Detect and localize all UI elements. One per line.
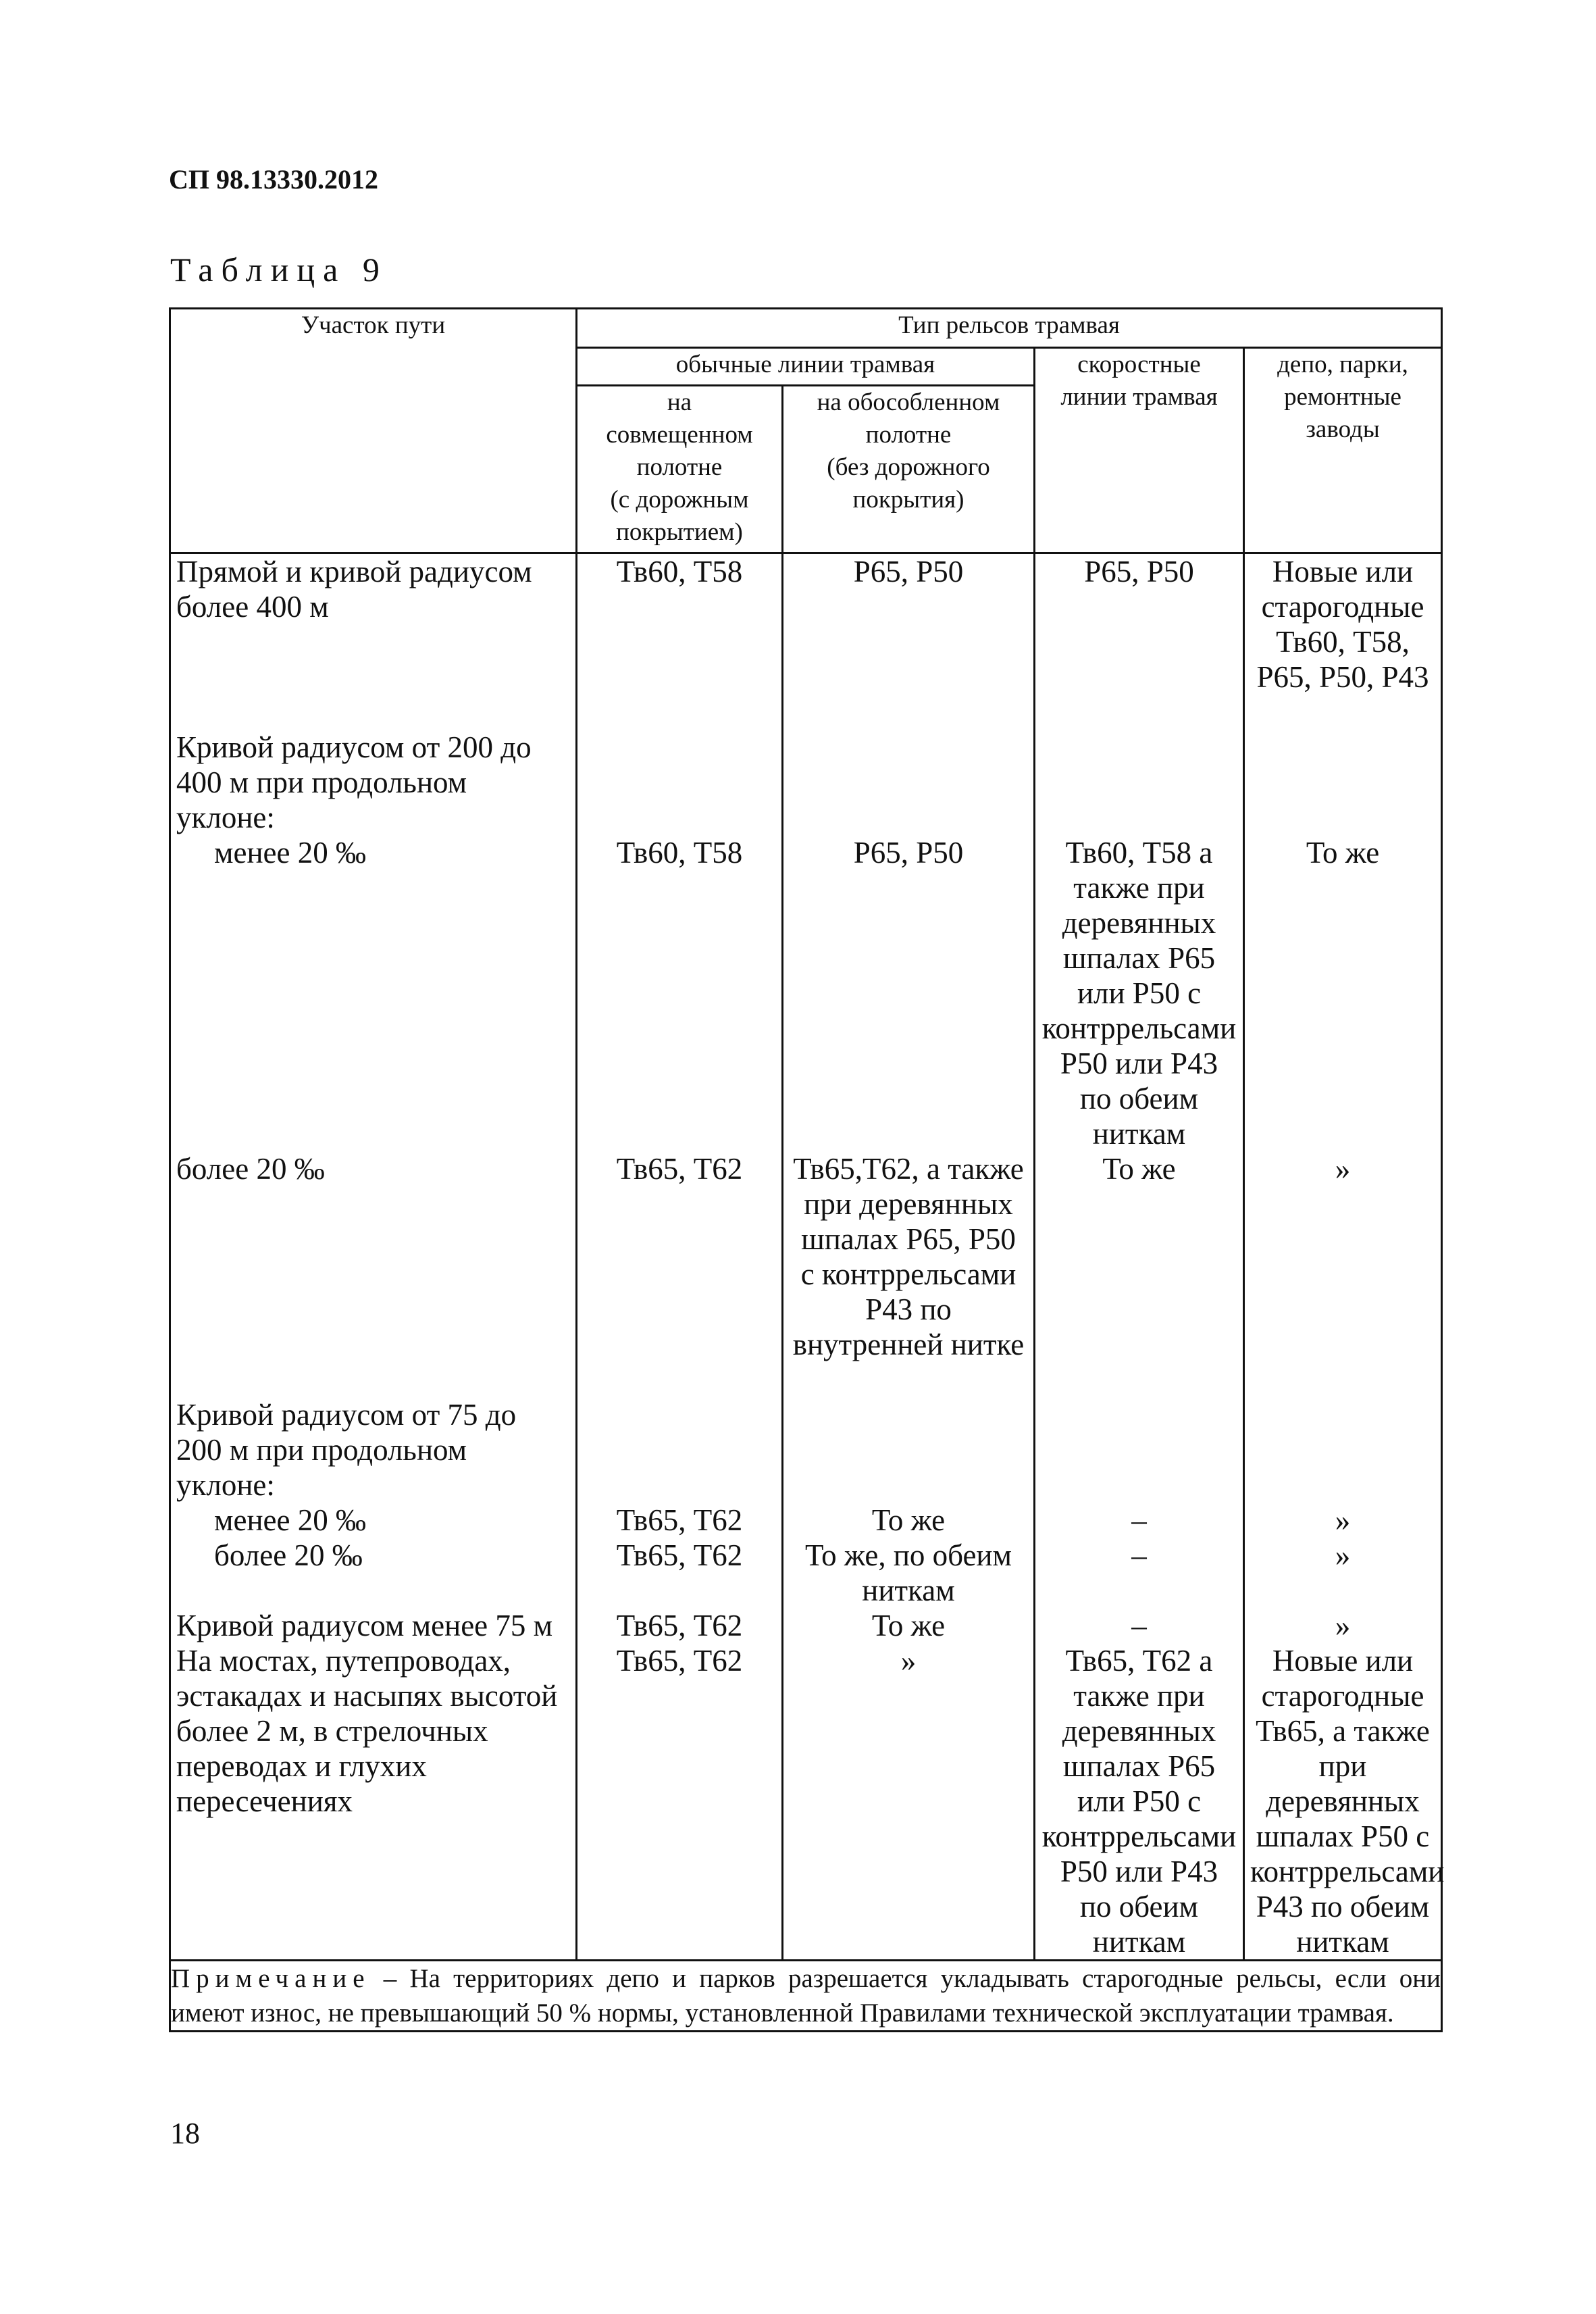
separated-line	[789, 870, 1028, 905]
express-line	[1041, 1186, 1237, 1222]
separated-line: То же	[871, 1503, 946, 1537]
separated-line	[789, 1784, 1028, 1819]
separated-line: То же	[871, 1609, 946, 1642]
express-column	[1035, 553, 1244, 1961]
depot-line: »	[1335, 1538, 1351, 1572]
section-block	[176, 1608, 570, 1643]
separated-line: То же, по обеим	[805, 1538, 1012, 1572]
depot-line	[1250, 1081, 1435, 1116]
depot-line	[1250, 1327, 1435, 1362]
section-block	[1041, 1608, 1237, 1643]
express-line	[1041, 1573, 1237, 1608]
combined-line	[583, 1222, 776, 1257]
section-line: более 20 ‰	[176, 1152, 325, 1186]
separated-line: внутренней нитке	[792, 1328, 1025, 1361]
depot-line	[1250, 870, 1435, 905]
express-line	[1041, 1397, 1237, 1432]
combined-line: Тв65, Т62	[616, 1538, 743, 1572]
express-line: Р65, Р50	[1084, 555, 1194, 588]
combined-line	[583, 1854, 776, 1889]
header-line: покрытия)	[852, 486, 964, 513]
separated-line: Тв65,Т62, а также	[793, 1152, 1024, 1186]
depot-line	[1250, 1573, 1435, 1608]
express-line	[1041, 1222, 1237, 1257]
header-ordinary-lines: обычные линии трамвая	[577, 348, 1035, 386]
express-line	[1041, 624, 1237, 659]
combined-line	[583, 1081, 776, 1116]
header-line: совмещенном	[606, 421, 753, 449]
express-line: или Р50 с	[1077, 976, 1202, 1010]
section-block	[789, 1608, 1028, 1643]
section-block	[583, 1643, 776, 1959]
header-line: (без дорожного	[827, 453, 990, 481]
express-line: ниткам	[1092, 1925, 1186, 1959]
section-block	[1041, 1151, 1237, 1397]
section-block	[1041, 1397, 1237, 1608]
combined-line	[583, 589, 776, 624]
separated-line: при деревянных	[804, 1187, 1013, 1221]
depot-line	[1250, 905, 1435, 940]
section-line	[176, 1819, 570, 1854]
section-block	[1250, 730, 1435, 1151]
combined-line: Тв65, Т62	[616, 1644, 743, 1678]
depot-line	[1250, 1467, 1435, 1503]
section-block	[583, 1608, 776, 1643]
depot-line	[1250, 1397, 1435, 1432]
depot-line: шпалах Р50 с	[1256, 1819, 1430, 1853]
separated-line: Р43 по	[865, 1292, 952, 1326]
header-rail-type: Тип рельсов трамвая	[577, 309, 1442, 348]
depot-column	[1244, 553, 1445, 1961]
header-section: Участок пути	[170, 309, 577, 553]
combined-line: Тв65, Т62	[616, 1609, 743, 1642]
express-line: –	[1131, 1503, 1147, 1537]
section-block	[1041, 730, 1237, 1151]
depot-line	[1250, 976, 1435, 1011]
section-block	[176, 1397, 570, 1608]
combined-line	[583, 1678, 776, 1713]
combined-column	[577, 553, 783, 1961]
section-block	[176, 730, 570, 1151]
section-block	[1250, 1151, 1435, 1397]
combined-line	[583, 905, 776, 940]
header-express-lines	[1035, 348, 1244, 553]
section-line: Кривой радиусом от 75 до	[176, 1398, 517, 1432]
combined-line	[583, 800, 776, 835]
combined-line	[583, 765, 776, 800]
depot-line: Тв65, а также	[1256, 1714, 1430, 1748]
section-line: более 20 ‰	[214, 1538, 363, 1572]
express-line: ниткам	[1092, 1117, 1186, 1151]
table-title: Таблица 9	[170, 251, 388, 288]
separated-line: Р65, Р50	[853, 836, 964, 870]
section-line: более 2 м, в стрелочных	[176, 1714, 488, 1748]
combined-line	[583, 870, 776, 905]
express-line: или Р50 с	[1077, 1784, 1202, 1818]
note-text: – На территориях депо и парков разрешается укладывать старогодные рельсы, если они имеют износ, не превышающий 50 % нормы, установленной Правилами технической эксплуатации трамвая.	[171, 1964, 1441, 2028]
header-line: полотне	[636, 453, 723, 481]
section-block	[1041, 1643, 1237, 1959]
combined-line	[583, 1362, 776, 1397]
table-note	[170, 1961, 1442, 2032]
combined-line	[583, 1713, 776, 1749]
depot-line: старогодные	[1261, 590, 1424, 624]
section-line: Кривой радиусом от 200 до	[176, 730, 532, 764]
header-line: на	[667, 388, 692, 416]
combined-line	[583, 1819, 776, 1854]
section-block	[176, 1643, 570, 1959]
section-block	[789, 730, 1028, 1151]
section-block	[1250, 554, 1435, 730]
express-line: также при	[1073, 1679, 1205, 1713]
separated-line: Р65, Р50	[853, 555, 964, 588]
header-line: (с дорожным	[610, 486, 749, 513]
separated-line	[789, 1362, 1028, 1397]
separated-line	[789, 1749, 1028, 1784]
separated-column	[783, 553, 1035, 1961]
section-block	[583, 730, 776, 1151]
depot-line	[1250, 940, 1435, 976]
combined-line	[583, 1046, 776, 1081]
depot-line: Р65, Р50, Р43	[1256, 660, 1429, 694]
separated-line	[789, 1116, 1028, 1151]
section-line	[176, 1889, 570, 1924]
depot-line	[1250, 1292, 1435, 1327]
section-line: менее 20 ‰	[214, 1503, 366, 1537]
header-line: заводы	[1306, 416, 1380, 443]
section-line: пересечениях	[176, 1784, 353, 1818]
depot-line: »	[1335, 1609, 1351, 1642]
express-line	[1041, 1292, 1237, 1327]
section-line	[176, 1011, 570, 1046]
depot-line	[1250, 765, 1435, 800]
combined-line	[583, 730, 776, 765]
section-block	[583, 1397, 776, 1608]
depot-line	[1250, 1046, 1435, 1081]
depot-line	[1250, 1222, 1435, 1257]
separated-line	[789, 905, 1028, 940]
combined-line	[583, 976, 776, 1011]
section-line: Прямой и кривой радиусом	[176, 555, 532, 588]
separated-line: ниткам	[862, 1574, 955, 1607]
header-line: ремонтные	[1284, 383, 1401, 411]
header-depot	[1244, 348, 1442, 553]
section-block	[789, 554, 1028, 730]
express-line: контррельсами	[1041, 1819, 1237, 1853]
section-line	[176, 1573, 570, 1608]
separated-line	[789, 1678, 1028, 1713]
section-line	[176, 1081, 570, 1116]
depot-line: Р43 по обеим	[1256, 1890, 1430, 1923]
depot-line: Новые или	[1272, 1644, 1414, 1678]
express-line: шпалах Р65	[1062, 941, 1216, 975]
depot-line	[1250, 1186, 1435, 1222]
section-line: более 400 м	[176, 590, 329, 624]
section-line	[176, 1116, 570, 1151]
express-line: по обеим	[1079, 1082, 1199, 1115]
section-block	[1250, 1608, 1435, 1643]
separated-line	[789, 730, 1028, 765]
depot-line	[1250, 1257, 1435, 1292]
header-separated-track	[783, 386, 1035, 553]
separated-line	[789, 695, 1028, 730]
header-combined-track	[577, 386, 783, 553]
depot-line	[1250, 695, 1435, 730]
express-line: по обеим	[1079, 1890, 1199, 1923]
header-line: на обособленном	[817, 388, 1000, 416]
combined-line	[583, 1749, 776, 1784]
combined-line	[583, 624, 776, 659]
section-line	[176, 940, 570, 976]
separated-line	[789, 1397, 1028, 1432]
section-block	[1250, 1397, 1435, 1608]
express-line: Р50 или Р43	[1060, 1855, 1218, 1888]
combined-line	[583, 1784, 776, 1819]
rail-type-table	[169, 307, 1443, 2032]
separated-line	[789, 1467, 1028, 1503]
header-line: депо, парки,	[1277, 351, 1408, 378]
separated-line	[789, 1011, 1028, 1046]
section-line: 200 м при продольном	[176, 1433, 467, 1467]
combined-line	[583, 1467, 776, 1503]
section-block	[176, 554, 570, 730]
section-block	[583, 1151, 776, 1397]
section-block	[789, 1397, 1028, 1608]
express-line: Р50 или Р43	[1060, 1047, 1218, 1080]
combined-line	[583, 1011, 776, 1046]
express-line: также при	[1073, 871, 1205, 905]
section-block	[176, 1151, 570, 1397]
separated-line	[789, 1854, 1028, 1889]
table-body-row	[170, 553, 1442, 1961]
depot-line: То же	[1306, 836, 1380, 870]
express-line	[1041, 1362, 1237, 1397]
separated-line: с контррельсами	[800, 1257, 1016, 1291]
separated-line: »	[900, 1644, 917, 1678]
express-line: контррельсами	[1041, 1011, 1237, 1045]
separated-line	[789, 1432, 1028, 1467]
combined-line	[583, 1257, 776, 1292]
express-line: То же	[1102, 1152, 1176, 1186]
depot-line: Новые или	[1272, 555, 1414, 588]
combined-line	[583, 1573, 776, 1608]
depot-line	[1250, 1011, 1435, 1046]
rail-table-body	[170, 309, 1445, 2032]
section-line	[176, 659, 570, 695]
express-line: Тв60, Т58 а	[1065, 836, 1213, 870]
separated-line	[789, 940, 1028, 976]
section-block	[1041, 554, 1237, 730]
section-line: переводах и глухих	[176, 1749, 427, 1783]
separated-line	[789, 589, 1028, 624]
express-line	[1041, 1257, 1237, 1292]
header-line: линии трамвая	[1060, 383, 1218, 411]
section-line: эстакадах и насыпях высотой	[176, 1679, 558, 1713]
combined-line	[583, 1397, 776, 1432]
express-line: деревянных	[1062, 1714, 1216, 1748]
express-line	[1041, 1467, 1237, 1503]
depot-line: ниткам	[1296, 1925, 1389, 1959]
section-block	[789, 1643, 1028, 1959]
section-line	[176, 695, 570, 730]
header-line: покрытием)	[616, 518, 743, 546]
separated-line	[789, 1081, 1028, 1116]
combined-line	[583, 1116, 776, 1151]
depot-line	[1250, 1432, 1435, 1467]
depot-line: при	[1318, 1749, 1367, 1783]
section-column	[170, 553, 577, 1961]
combined-line: Тв60, Т58	[616, 836, 743, 870]
separated-line	[789, 765, 1028, 800]
note-label: Примечание	[171, 1964, 371, 1993]
section-block	[1250, 1643, 1445, 1959]
section-line: 400 м при продольном	[176, 765, 467, 799]
section-line	[176, 1854, 570, 1889]
depot-line	[1250, 1116, 1435, 1151]
section-line	[176, 1292, 570, 1327]
combined-line: Тв65, Т62	[616, 1152, 743, 1186]
separated-line	[789, 1046, 1028, 1081]
depot-line: старогодные	[1261, 1679, 1424, 1713]
combined-line: Тв65, Т62	[616, 1503, 743, 1537]
combined-line	[583, 1924, 776, 1959]
page-number: 18	[170, 2117, 200, 2150]
combined-line	[583, 659, 776, 695]
section-line	[176, 624, 570, 659]
express-line	[1041, 695, 1237, 730]
depot-line	[1250, 1362, 1435, 1397]
section-line	[176, 1222, 570, 1257]
depot-line: контррельсами	[1250, 1855, 1445, 1888]
depot-line	[1250, 730, 1435, 765]
separated-line	[789, 659, 1028, 695]
section-block	[583, 554, 776, 730]
depot-line: деревянных	[1266, 1784, 1420, 1818]
depot-line: »	[1335, 1152, 1351, 1186]
separated-line: шпалах Р65, Р50	[801, 1222, 1016, 1256]
express-line: Тв65, Т62 а	[1065, 1644, 1213, 1678]
header-line: скоростные	[1077, 351, 1201, 378]
section-line	[176, 1257, 570, 1292]
separated-line	[789, 1713, 1028, 1749]
express-line: –	[1131, 1538, 1147, 1572]
express-line: шпалах Р65	[1062, 1749, 1216, 1783]
section-line: уклоне:	[176, 801, 275, 834]
combined-line	[583, 1327, 776, 1362]
separated-line	[789, 1889, 1028, 1924]
separated-line	[789, 800, 1028, 835]
section-line	[176, 870, 570, 905]
document-code: СП 98.13330.2012	[169, 164, 378, 195]
combined-line	[583, 1292, 776, 1327]
separated-line	[789, 1819, 1028, 1854]
express-line	[1041, 659, 1237, 695]
section-line: уклоне:	[176, 1468, 275, 1502]
combined-line	[583, 1889, 776, 1924]
express-line	[1041, 730, 1237, 765]
section-line	[176, 1046, 570, 1081]
section-line: На мостах, путепроводах,	[176, 1644, 511, 1678]
header-line: полотне	[865, 421, 952, 449]
express-line	[1041, 765, 1237, 800]
express-line	[1041, 589, 1237, 624]
depot-line: Тв60, Т58,	[1276, 625, 1410, 659]
section-line	[176, 905, 570, 940]
express-line: –	[1131, 1609, 1147, 1642]
combined-line	[583, 1432, 776, 1467]
section-line	[176, 1362, 570, 1397]
express-line	[1041, 1432, 1237, 1467]
combined-line	[583, 940, 776, 976]
combined-line	[583, 695, 776, 730]
express-line	[1041, 800, 1237, 835]
section-line	[176, 1327, 570, 1362]
express-line	[1041, 1327, 1237, 1362]
express-line: деревянных	[1062, 906, 1216, 940]
section-line: Кривой радиусом менее 75 м	[176, 1609, 553, 1642]
section-line	[176, 1924, 570, 1959]
separated-line	[789, 1924, 1028, 1959]
separated-line	[789, 624, 1028, 659]
combined-line	[583, 1186, 776, 1222]
depot-line	[1250, 800, 1435, 835]
section-line	[176, 976, 570, 1011]
combined-line: Тв60, Т58	[616, 555, 743, 588]
separated-line	[789, 976, 1028, 1011]
depot-line: »	[1335, 1503, 1351, 1537]
section-line: менее 20 ‰	[214, 836, 366, 870]
section-line	[176, 1186, 570, 1222]
section-block	[789, 1151, 1028, 1397]
